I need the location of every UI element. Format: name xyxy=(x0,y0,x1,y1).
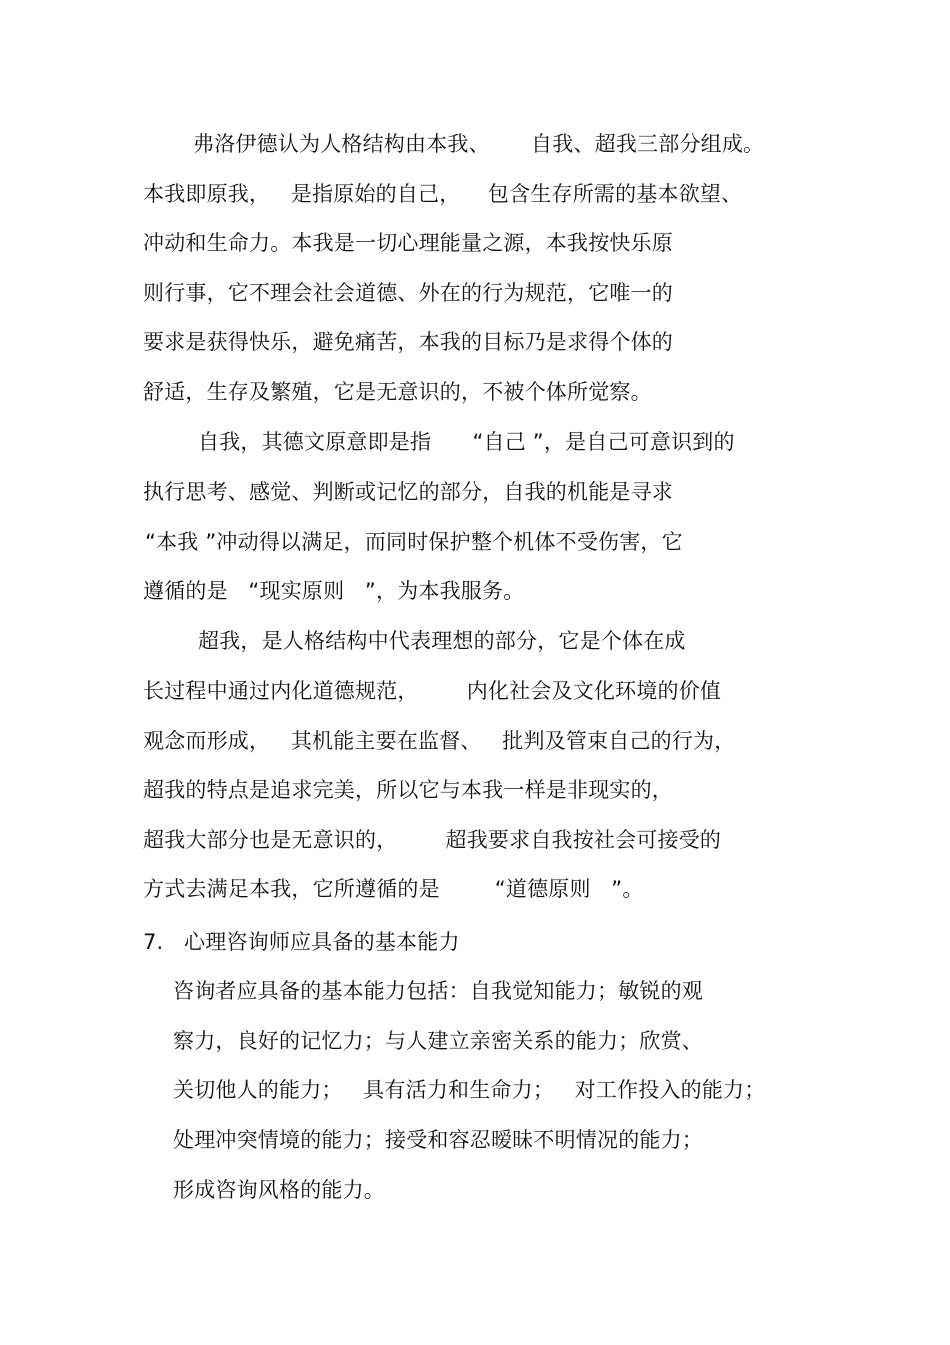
text-line: 自我，其德文原意即是指 “自己 ”，是自己可意识到的 xyxy=(198,430,735,454)
text-line: 长过程中通过内化道德规范， 内化社会及文化环境的价值 xyxy=(143,679,722,703)
section-heading: 7. 心理咨询师应具备的基本能力 xyxy=(143,930,460,954)
text-line: 方式去满足本我，它所遵循的是 “道德原则 ”。 xyxy=(143,877,644,901)
text-line: 察力，良好的记忆力；与人建立亲密关系的能力；欣赏、 xyxy=(173,1029,703,1053)
text-line: 超我大部分也是无意识的， 超我要求自我按社会可接受的 xyxy=(143,828,722,852)
text-line: 执行思考、感觉、判断或记忆的部分，自我的机能是寻求 xyxy=(143,480,673,504)
text-line: 舒适，生存及繁殖，它是无意识的，不被个体所觉察。 xyxy=(143,380,652,404)
text-line: 弗洛伊德认为人格结构由本我、 自我、超我三部分组成。 xyxy=(193,132,765,156)
text-line: 遵循的是 “现实原则 ”，为本我服务。 xyxy=(143,579,525,603)
text-line: 本我即原我， 是指原始的自己， 包含生存所需的基本欲望、 xyxy=(143,182,743,206)
text-line: 冲动和生命力。本我是一切心理能量之源，本我按快乐原 xyxy=(143,231,673,255)
text-line: 则行事，它不理会社会道德、外在的行为规范，它唯一的 xyxy=(143,281,673,305)
text-line: 处理冲突情境的能力；接受和容忍暧昧不明情况的能力； xyxy=(173,1128,703,1152)
text-line: 超我，是人格结构中代表理想的部分，它是个体在成 xyxy=(198,629,686,653)
text-line: 形成咨询风格的能力。 xyxy=(173,1178,385,1202)
text-line: 要求是获得快乐，避免痛苦，本我的目标乃是求得个体的 xyxy=(143,330,673,354)
text-line: 关切他人的能力； 具有活力和生命力； 对工作投入的能力； xyxy=(173,1078,766,1102)
text-line: 咨询者应具备的基本能力包括：自我觉知能力；敏锐的观 xyxy=(173,979,703,1003)
text-line: “本我 ”冲动得以满足，而同时保护整个机体不受伤害，它 xyxy=(145,530,683,554)
text-line: 超我的特点是追求完美，所以它与本我一样是非现实的， xyxy=(143,778,673,802)
text-line: 观念而形成， 其机能主要在监督、 批判及管束自己的行为， xyxy=(143,729,736,753)
